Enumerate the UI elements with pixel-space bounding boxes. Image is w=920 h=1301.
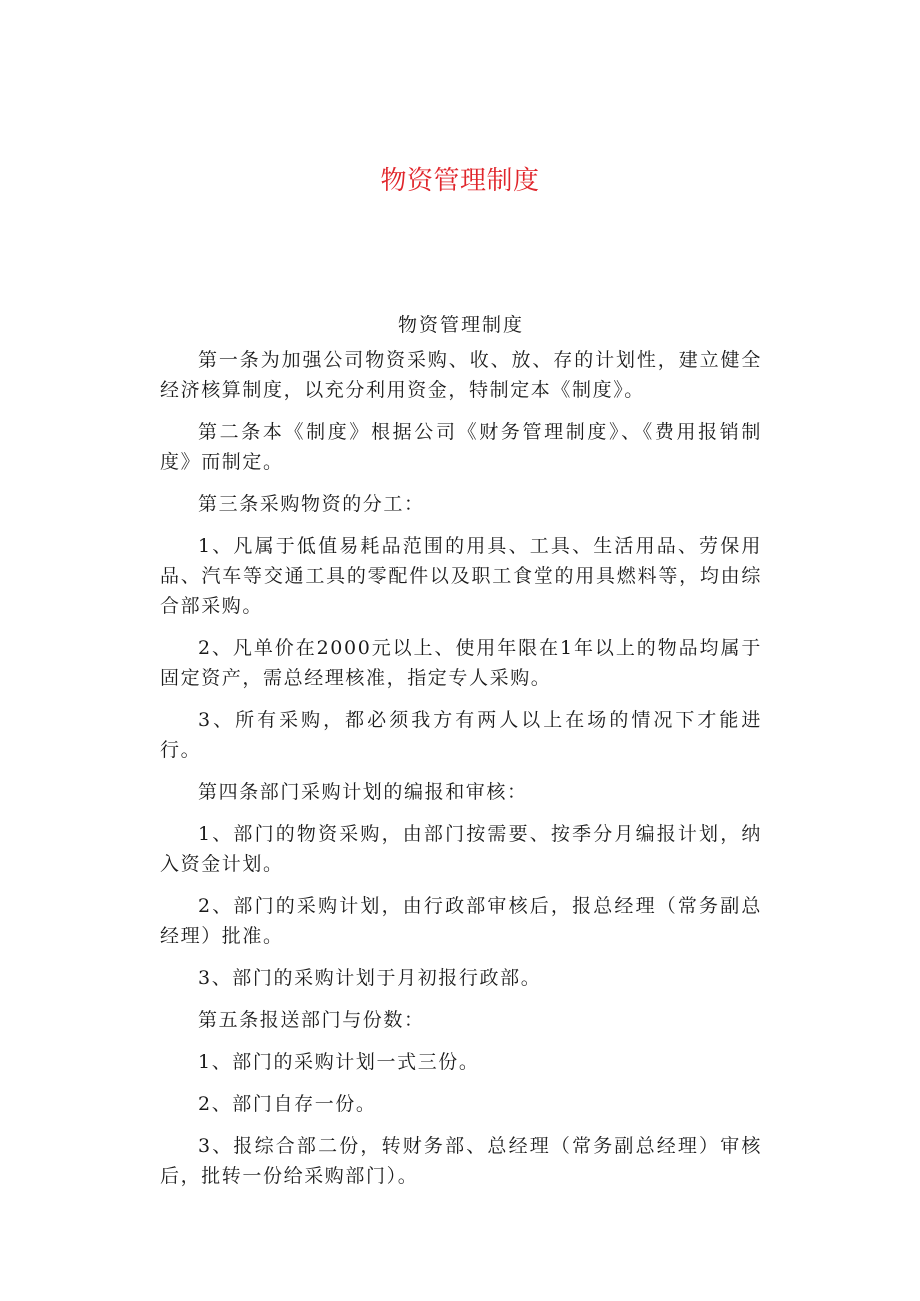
paragraph-article-4-item-2: 2、部门的采购计划，由行政部审核后，报总经理（常务副总经理）批准。 [160, 895, 762, 947]
paragraph-article-4-item-3: 3、部门的采购计划于月初报行政部。 [198, 967, 542, 989]
paragraph-article-4-item-1: 1、部门的物资采购，由部门按需要、按季分月编报计划，纳入资金计划。 [160, 823, 762, 875]
paragraph-article-3: 第三条采购物资的分工： [198, 493, 425, 515]
paragraph-article-3-item-2: 2、凡单价在2000元以上、使用年限在1年以上的物品均属于固定资产，需总经理核准，指定专人采购。 [160, 637, 762, 689]
paragraph-article-5-item-1: 1、部门的采购计划一式三份。 [198, 1051, 480, 1073]
paragraph-article-3-item-1: 1、凡属于低值易耗品范围的用具、工具、生活用品、劳保用品、汽车等交通工具的零配件以及职工食堂的用具燃料等，均由综合部采购。 [160, 535, 762, 617]
document-body [160, 310, 762, 1203]
paragraph-article-5-item-3: 3、报综合部二份，转财务部、总经理（常务副总经理）审核后，批转一份给采购部门）。 [160, 1135, 762, 1187]
paragraph-article-4: 第四条部门采购计划的编报和审核： [198, 781, 528, 803]
section-title: 物资管理制度 [397, 314, 524, 336]
paragraph-article-2: 第二条本《制度》根据公司《财务管理制度》、《费用报销制度》而制定。 [160, 421, 762, 473]
paragraph-article-5: 第五条报送部门与份数： [198, 1009, 425, 1031]
paragraph-article-1: 第一条为加强公司物资采购、收、放、存的计划性，建立健全经济核算制度，以充分利用资金，特制定本《制度》。 [160, 349, 762, 401]
paragraph-article-5-item-2: 2、部门自存一份。 [198, 1093, 377, 1115]
page-title: 物资管理制度 [380, 166, 540, 196]
paragraph-article-3-item-3: 3、所有采购，都必须我方有两人以上在场的情况下才能进行。 [160, 709, 762, 761]
